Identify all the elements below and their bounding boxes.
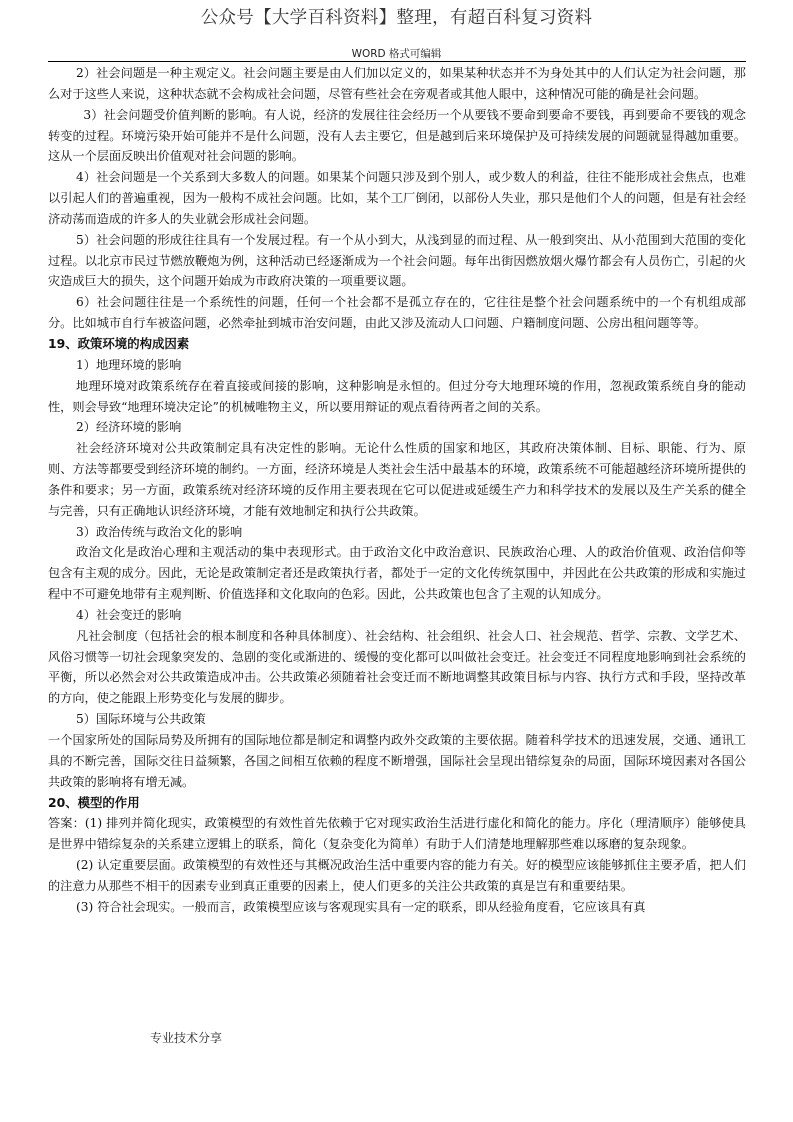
- watermark-banner: 公众号【大学百科资料】整理，有超百科复习资料: [200, 8, 593, 28]
- paragraph: 地理环境对政策系统存在着直接或间接的影响，这种影响是永恒的。但过分夸大地理环境的作用，忽视政策系统自身的能动性，则会导致“地理环境决定论”的机械唯物主义，所以要用辩证的观点看待两者之间的关系。: [48, 378, 746, 414]
- paragraph: 凡社会制度（包括社会的根本制度和各种具体制度）、社会结构、社会组织、社会人口、社会规范、哲学、宗教、文学艺术、风俗习惯等一切社会现象突发的、急剧的变化或渐进的、缓慢的变化都可以叫做社会变迁。社会变迁不同程度地影响到社会系统的平衡，所以必然会对公共政策造成冲击。公共政策必须随着社会变迁而不断地调整其政策目标与内容、执行方式和手段，坚持改革的方向，使之能跟上形势变化与发展的脚步。: [48, 628, 746, 706]
- document-header: WORD 格式可编辑: [351, 48, 442, 60]
- paragraph: 6）社会问题往往是一个系统性的问题，任何一个社会都不是孤立存在的，它往往是整个社会问题系统中的一个有机组成部分。比如城市自行车被盗问题，必然牵扯到城市治安问题，由此又涉及流动人口问题、户籍制度问题、公房出租问题等等。: [48, 295, 746, 331]
- document-body: [48, 63, 746, 918]
- paragraph: 一个国家所处的国际局势及所拥有的国际地位都是制定和调整内政外交政策的主要依据。随着科学技术的迅速发展，交通、通讯工具的不断完善，国际交往日益频繁，各国之间相互依赖的程度不断增强，国际社会呈现出错综复杂的局面，国际环境因素对各国公共政策的影响将有增无减。: [48, 733, 746, 789]
- paragraph: 5）社会问题的形成往往具有一个发展过程。有一个从小到大，从浅到显的而过程、从一般到突出、从小范围到大范围的变化过程。以北京市民过节燃放鞭炮为例，这种活动已经逐渐成为一个社会问题。每年出街因燃放烟火爆竹都会有人员伤亡，引起的火灾造成巨大的损失，这个问题开始成为市政府决策的一项重要议题。: [48, 232, 746, 289]
- paragraph: (3) 符合社会现实。一般而言，政策模型应该与客观现实具有一定的联系，即从经验角度看，它应该具有真: [76, 899, 646, 914]
- subheading: 3）政治传统与政治文化的影响: [76, 524, 243, 539]
- subheading: 2）经济环境的影响: [76, 420, 182, 435]
- header-rule: [48, 61, 746, 62]
- subheading: 1）地理环境的影响: [76, 357, 182, 372]
- paragraph: 3）社会问题受价值判断的影响。有人说，经济的发展往往会经历一个从要钱不要命到要命不要钱，再到要命不要钱的观念转变的过程。环境污染开始可能并不是什么问题，没有人去主要它，但是越到后来环境保护及可持续发展的问题就显得越加重要。这从一个层面反映出价值观对社会问题的影响。: [48, 107, 746, 164]
- subheading: 5）国际环境与公共政策: [76, 712, 206, 727]
- section-heading: 20、模型的作用: [48, 794, 140, 810]
- section-heading: 19、政策环境的构成因素: [48, 335, 190, 351]
- paragraph: (2) 认定重要层面。政策模型的有效性还与其概况政治生活中重要内容的能力有关。好的模型应该能够抓住主要矛盾，把人们的注意力从那些不相干的因素专业到真正重要的因素上，使人们更多的关注公共政策的真是岂有和重要结果。: [48, 858, 746, 893]
- paragraph: 4）社会问题是一个关系到大多数人的问题。如果某个问题只涉及到个别人，或少数人的利益，往往不能形成社会焦点，也难以引起人们的普遍重视，因为一般构不成社会问题。比如，某个工厂倒闭，以部份人失业，那只是他们个人的问题，但是有社会经济动荡而造成的许多人的失业就会形成社会问题。: [48, 170, 746, 226]
- paragraph: 答案：(1) 排列并简化现实，政策模型的有效性首先依赖于它对现实政治生活进行虚化和简化的能力。序化（理清顺序）能够使具是世界中错综复杂的关系建立逻辑上的联系，简化（复杂变化为简单）有助于人们清楚地理解那些难以琢磨的复杂现象。: [48, 816, 746, 852]
- paragraph: 2）社会问题是一种主观定义。社会问题主要是由人们加以定义的，如果某种状态并不为身处其中的人们认定为社会问题，那么对于这些人来说，这种状态就不会构成社会问题，尽管有些社会在旁观者或其他人眼中，这种情况可能的确是社会问题。: [48, 66, 746, 101]
- paragraph: 社会经济环境对公共政策制定具有决定性的影响。无论什么性质的国家和地区，其政府决策体制、目标、职能、行为、原则、方法等都要受到经济环境的制约。一方面，经济环境是人类社会生活中最基本的环境，政策系统不可能超越经济环境所提供的条件和要求；另一方面，政策系统对经济环境的反作用主要表现在它可以促进或延缓生产力和科学技术的发展以及生产关系的健全与完善，只有正确地认识经济环境，才能有效地制定和执行公共政策。: [48, 441, 746, 518]
- page-footer: 专业技术分享: [150, 1031, 223, 1045]
- subheading: 4）社会变迁的影响: [76, 607, 182, 622]
- paragraph: 政治文化是政治心理和主观活动的集中表现形式。由于政治文化中政治意识、民族政治心理、人的政治价值观、政治信仰等包含有主观的成分。因此，无论是政策制定者还是政策执行者，都处于一定的文化传统氛围中，并因此在公共政策的形成和实施过程中不可避免地带有主观判断、价值选择和文化取向的色彩。因此，公共政策也包含了主观的认知成分。: [48, 545, 746, 602]
